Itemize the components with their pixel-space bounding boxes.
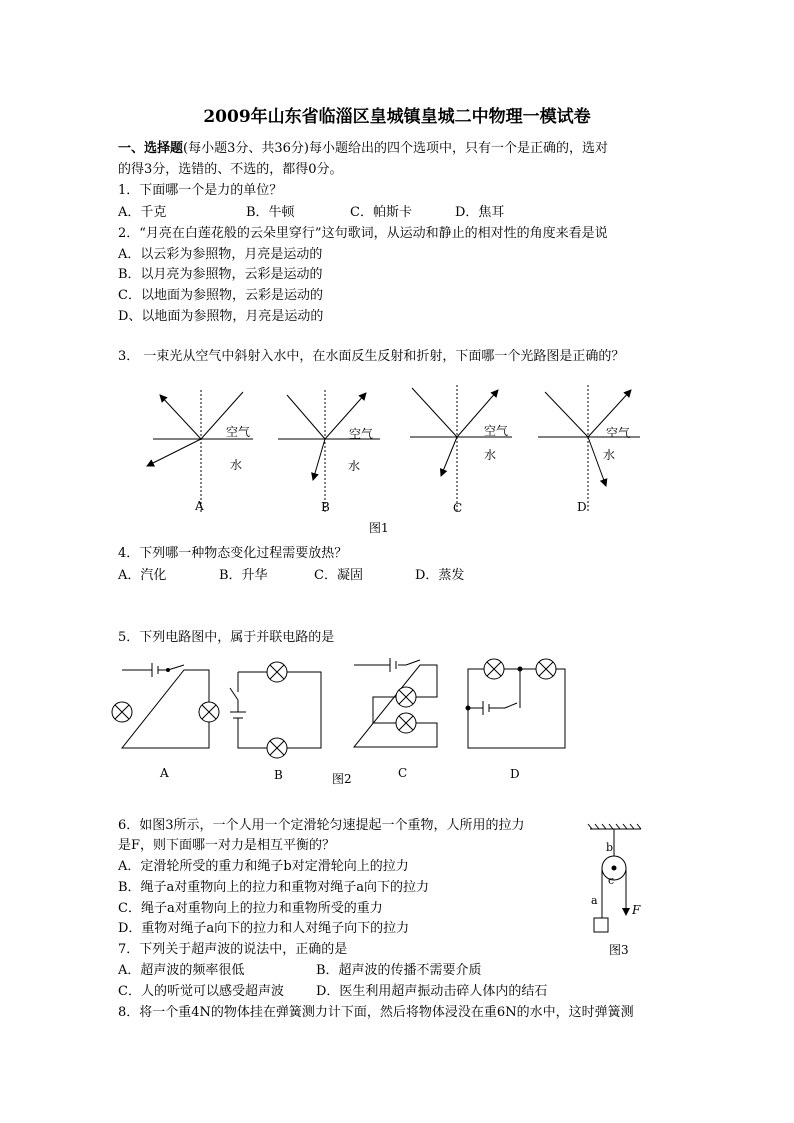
fig2-circuit-b — [230, 662, 321, 758]
fig3-caption: 图3 — [609, 943, 629, 957]
fig2-label-c: C — [398, 766, 408, 780]
q6-option-a: A．定滑轮所受的重力和绳子b对定滑轮向上的拉力 — [118, 859, 409, 874]
fig2-caption: 图2 — [332, 772, 352, 786]
q2-option-a: A．以云彩为参照物，月亮是运动的 — [118, 247, 323, 262]
q1-option-d: D．焦耳 — [455, 205, 505, 220]
q5-stem: 5．下列电路图中，属于并联电路的是 — [118, 630, 335, 645]
fig1-label-b: B — [321, 500, 330, 514]
q4-stem: 4．下列哪一种物态变化过程需要放热？ — [118, 546, 348, 561]
fig1-diagram-b — [278, 390, 380, 512]
q7-option-c: C．人的听觉可以感受超声波 — [118, 984, 284, 999]
q7-option-a: A．超声波的频率很低 — [118, 963, 245, 978]
fig2-label-b: B — [274, 768, 283, 782]
fig1-b-air-label: 空气 — [349, 427, 374, 441]
page-title: 2009年山东省临淄区皇城镇皇城二中物理一模试卷 — [203, 107, 591, 127]
q6-stem-line2: 是F，则下面哪一对力是相互平衡的？ — [118, 838, 336, 853]
q7-stem: 7．下列关于超声波的说法中，正确的是 — [118, 942, 348, 957]
q7-option-d: D．医生利用超声振动击碎人体内的结石 — [316, 984, 548, 999]
q1-stem: 1．下面哪一个是力的单位？ — [118, 183, 283, 198]
q4-option-d: D．蒸发 — [415, 568, 465, 583]
q2-option-d: D、以地面为参照物，月亮是运动的 — [118, 309, 324, 324]
q6-option-b: B．绳子a对重物向上的拉力和重物对绳子a向下的拉力 — [118, 880, 430, 895]
fig2-label-a: A — [160, 766, 169, 780]
q6-option-c: C．绳子a对重物向上的拉力和重物所受的重力 — [118, 901, 383, 916]
q2-option-b: B．以月亮为参照物，云彩是运动的 — [118, 267, 323, 282]
fig1-b-water-label: 水 — [348, 459, 361, 473]
q7-option-b: B．超声波的传播不需要介质 — [316, 963, 482, 978]
fig3-rope-a-label: a — [591, 894, 598, 907]
fig2-circuit-a — [112, 663, 219, 748]
q6-option-d: D．重物对绳子a向下的拉力和人对绳子向下的拉力 — [118, 921, 410, 936]
fig1-a-air-label: 空气 — [226, 425, 251, 439]
fig2-circuit-c — [354, 658, 437, 747]
section1-intro-line2: 的得3分，选错的、不选的，都得0分。 — [118, 162, 343, 177]
section1-heading: 一、选择题 — [118, 141, 184, 156]
q4-option-a: A．汽化 — [118, 568, 167, 583]
fig1-a-water-label: 水 — [230, 458, 243, 472]
fig3-rope-c-label: c — [608, 874, 615, 887]
q1-option-c: C．帕斯卡 — [350, 205, 412, 220]
fig1-d-air-label: 空气 — [606, 426, 631, 440]
fig1-caption: 图1 — [369, 521, 389, 535]
fig1-label-c: C — [453, 501, 463, 515]
fig1-label-d: D — [577, 500, 587, 514]
q2-stem: 2．“月亮在白莲花般的云朵里穿行”这句歌词，从运动和静止的相对性的角度来看是说 — [118, 226, 608, 241]
section1-intro-a: (每小题3分、共36分)每小题给出的四个选项中，只有一个是正确的，选对 — [183, 141, 608, 156]
q2-option-c: C．以地面为参照物，云彩是运动的 — [118, 288, 323, 303]
fig1-c-water-label: 水 — [484, 448, 497, 462]
fig2-label-d: D — [510, 767, 520, 781]
q6-stem-line1: 6．如图3所示，一个人用一个定滑轮匀速提起一个重物，人所用的拉力 — [118, 818, 525, 833]
fig1-diagram-a — [147, 390, 253, 512]
q1-option-a: A．千克 — [118, 205, 167, 220]
q1-option-b: B．牛顿 — [246, 205, 295, 220]
fig1-diagram-d — [538, 385, 640, 512]
fig1-diagram-c — [410, 385, 512, 512]
q4-option-b: B．升华 — [219, 568, 268, 583]
fig3-rope-b-label: b — [606, 841, 614, 854]
fig1-d-water-label: 水 — [603, 448, 616, 462]
fig2-circuit-d — [466, 659, 565, 748]
q8-stem: 8．将一个重4N的物体挂在弹簧测力计下面，然后将物体浸没在重6N的水中，这时弹簧测 — [118, 1005, 634, 1020]
fig3-force-label: F — [632, 903, 641, 917]
fig1-c-air-label: 空气 — [484, 424, 509, 438]
q3-stem: 3． 一束光从空气中斜射入水中，在水面反生反射和折射，下面哪一个光路图是正确的？ — [118, 349, 625, 364]
q4-option-c: C．凝固 — [314, 568, 363, 583]
fig1-label-a: A — [195, 499, 204, 513]
